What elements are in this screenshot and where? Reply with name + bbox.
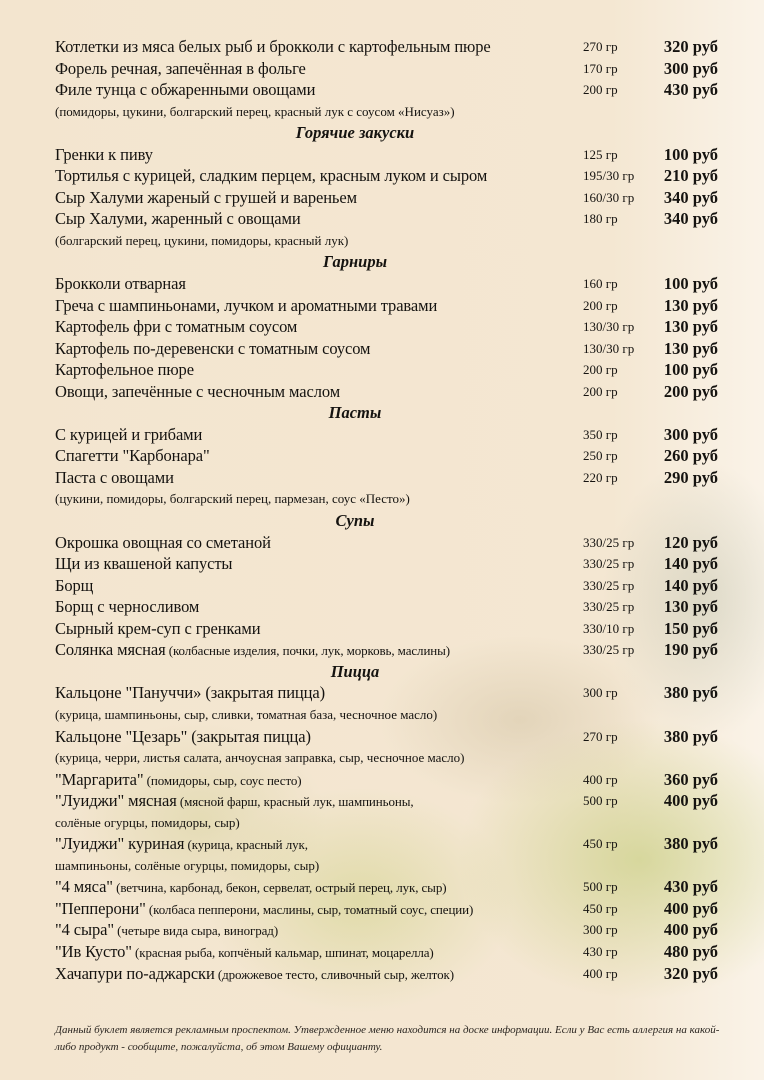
item-price: 300 руб [663,424,718,444]
item-name: "Луиджи" куриная [55,834,185,854]
section-heading: Пицца [330,661,380,681]
item-price: 340 руб [663,209,718,229]
item-name-block [55,963,454,986]
item-name-block [55,144,153,166]
item-weight: 330/25 гр [583,577,635,593]
item-name: "Маргарита" [55,769,144,789]
item-weight: 200 гр [583,297,618,313]
item-ingredients: (курица, черри, листья салата, анчоусная заправка, сыр, чесночное масло) [55,750,465,766]
item-price: 130 руб [663,295,718,315]
item-weight: 200 гр [583,383,618,399]
item-weight: 330/25 гр [583,642,635,658]
item-price: 340 руб [663,187,718,207]
item-name: Картофель фри с томатным соусом [55,317,298,337]
menu-item [55,639,725,661]
item-weight: 430 гр [583,943,618,959]
item-ingredients: (болгарский перец, цукини, помидоры, красный лук) [55,232,349,248]
item-name: Борщ [55,575,94,595]
item-name: Овощи, запечённые с чесночным маслом [55,381,341,401]
item-name: Филе тунца с обжаренными овощами [55,80,316,100]
item-price: 260 руб [663,446,718,466]
item-name: Сыр Халуми жареный с грушей и вареньем [55,187,357,207]
item-price: 140 руб [663,575,718,595]
menu-item [55,79,725,101]
item-weight: 130/30 гр [583,319,635,335]
item-weight: 330/25 гр [583,556,635,572]
item-ingredients: (колбаса пепперони, маслины, сыр, томатный соус, специи) [145,901,474,917]
item-name-block [55,338,370,360]
item-name-block [55,316,297,338]
item-ingredients: (курица, красный лук, [184,837,308,853]
item-ingredients: (помидоры, сыр, соус песто) [143,772,302,788]
item-ingredients: шампиньоны, солёные огурцы, помидоры, сыр) [55,857,320,873]
item-name-block [55,359,194,381]
item-price: 130 руб [663,338,718,358]
item-price: 150 руб [663,618,718,638]
item-weight: 500 гр [583,879,618,895]
menu-item [55,467,725,489]
item-weight: 300 гр [583,685,618,701]
item-price: 380 руб [663,683,718,703]
item-name: Картофель по-деревенски с томатным соусом [55,338,371,358]
item-name-block [55,919,278,942]
item-name: Тортилья с курицей, сладким перцем, красным луком и сыром [55,166,488,186]
item-weight: 180 гр [583,211,618,227]
item-name-block [55,726,311,748]
item-name: "Луиджи" мясная [55,791,177,811]
menu-item [55,58,725,80]
item-price: 430 руб [663,877,718,897]
item-weight: 130/30 гр [583,340,635,356]
item-weight: 330/25 гр [583,534,635,550]
item-weight: 160/30 гр [583,189,635,205]
item-price: 190 руб [663,640,718,660]
item-price: 120 руб [663,532,718,552]
item-ingredients: (дрожжевое тесто, сливочный сыр, желток) [214,966,454,982]
item-weight: 500 гр [583,793,618,809]
menu-item-description-line [55,230,725,252]
item-weight: 450 гр [583,836,618,852]
item-price: 360 руб [663,769,718,789]
menu-item [55,898,725,920]
menu-item [55,165,725,187]
menu-item [55,144,725,166]
item-weight: 195/30 гр [583,168,635,184]
item-name: Брокколи отварная [55,274,186,294]
menu-item [55,445,725,467]
item-weight: 270 гр [583,728,618,744]
item-name-block [55,941,434,964]
item-ingredients: (ветчина, карбонад, бекон, сервелат, острый перец, лук, сыр) [112,880,447,896]
item-price: 400 руб [663,898,718,918]
item-weight: 125 гр [583,146,618,162]
item-weight: 450 гр [583,900,618,916]
item-weight: 250 гр [583,448,618,464]
item-name-block [55,424,202,446]
menu-item-description-line [55,101,725,123]
item-ingredients: (курица, шампиньоны, сыр, сливки, томатная база, чесночное масло) [55,706,438,722]
item-price: 380 руб [663,726,718,746]
item-price: 100 руб [663,274,718,294]
menu-item [55,553,725,575]
menu-item [55,726,725,748]
item-weight: 330/25 гр [583,599,635,615]
item-name: Сырный крем-суп с гренками [55,618,261,638]
menu-item [55,359,725,381]
item-name-block [55,596,199,618]
item-price: 300 руб [663,58,718,78]
item-name: Борщ с черносливом [55,597,200,617]
item-price: 480 руб [663,941,718,961]
item-ingredients: солёные огурцы, помидоры, сыр) [55,814,240,830]
item-name-block [55,187,357,209]
item-ingredients: (помидоры, цукини, болгарский перец, красный лук с соусом «Нисуаз») [55,103,455,119]
item-name-block [55,273,186,295]
item-name-block [55,769,302,792]
item-name-block [55,295,437,317]
menu-item [55,769,725,791]
item-name: Кальцоне "Пануччи» (закрытая пицца) [55,683,326,703]
item-ingredients: (мясной фарш, красный лук, шампиньоны, [176,794,414,810]
item-name-block [55,575,93,597]
menu-item [55,295,725,317]
item-name: "Пепперони" [55,898,146,918]
item-name-block [55,381,340,403]
item-name-block [55,553,232,575]
disclaimer-footer: Данный буклет является рекламным проспектом. Утвержденное меню находится на доске информации. Если у Вас есть аллергия на какой-либо продукт - сообщите, пожалуйста, об этом Вашему официанту. [55,1024,720,1053]
item-ingredients: (четыре вида сыра, виноград) [114,923,279,939]
item-weight: 300 гр [583,922,618,938]
item-name-block [55,58,306,80]
menu-item-description-line [55,812,725,834]
menu-item [55,338,725,360]
menu-item [55,941,725,963]
menu-item [55,919,725,941]
item-price: 200 руб [663,381,718,401]
menu-item [55,532,725,554]
menu-item-description-line [55,747,725,769]
item-name-block [55,790,414,813]
item-price: 380 руб [663,834,718,854]
item-name-block [55,467,174,489]
section-heading: Пасты [328,403,382,423]
item-price: 100 руб [663,360,718,380]
menu-item [55,381,725,403]
menu-item [55,316,725,338]
item-name-block [55,36,491,58]
item-price: 320 руб [663,963,718,983]
item-name-block [55,445,210,467]
item-name: Картофельное пюре [55,360,194,380]
menu-item [55,424,725,446]
menu-item [55,596,725,618]
item-name: С курицей и грибами [55,424,203,444]
menu-item [55,208,725,230]
menu-item [55,790,725,812]
item-name-block [55,532,271,554]
item-price: 400 руб [663,920,718,940]
item-price: 320 руб [663,37,718,56]
menu-item [55,273,725,295]
item-name: Котлетки из мяса белых рыб и брокколи с картофельным пюре [55,37,491,56]
item-name: Греча с шампиньонами, лучком и ароматными травами [55,295,438,315]
item-price: 210 руб [663,166,718,186]
menu-item-description-line [55,855,725,877]
item-name: Спагетти "Карбонара" [55,446,210,466]
menu-item [55,833,725,855]
item-weight: 270 гр [583,39,618,54]
item-name-block [55,898,473,921]
item-name-block [55,833,308,856]
item-weight: 400 гр [583,771,618,787]
section-heading: Гарниры [322,252,388,272]
item-name: "4 сыра" [55,920,115,940]
item-name-block [55,208,301,230]
item-name: Форель речная, запечённая в фольге [55,58,306,78]
menu-item [55,876,725,898]
item-price: 100 руб [663,144,718,164]
item-name: Сыр Халуми, жаренный с овощами [55,209,301,229]
item-name-block [55,639,450,662]
item-price: 400 руб [663,791,718,811]
menu-item [55,36,725,58]
item-price: 130 руб [663,317,718,337]
item-name-block [55,682,325,704]
item-name-block [55,618,260,640]
item-name-block [55,165,487,187]
item-price: 130 руб [663,597,718,617]
menu-item-description-line [55,704,725,726]
item-name: Паста с овощами [55,467,174,487]
item-price: 290 руб [663,467,718,487]
item-name: "4 мяса" [55,877,113,897]
item-weight: 200 гр [583,362,618,378]
item-name: Щи из квашеной капусты [55,554,233,574]
item-weight: 220 гр [583,469,618,485]
item-weight: 170 гр [583,60,618,76]
menu-item [55,575,725,597]
item-name: Хачапури по-аджарски [55,963,215,983]
item-weight: 400 гр [583,965,618,981]
item-ingredients: (красная рыба, копчёный кальмар, шпинат, моцарелла) [131,944,434,960]
menu-item [55,187,725,209]
item-ingredients: (колбасные изделия, почки, лук, морковь, маслины) [165,643,451,659]
item-name: Кальцоне "Цезарь" (закрытая пицца) [55,726,311,746]
item-price: 430 руб [663,80,718,100]
menu-list [55,36,725,984]
item-name: "Ив Кусто" [55,941,132,961]
menu-item [55,618,725,640]
section-heading: Супы [335,511,375,531]
item-name-block [55,876,446,899]
section-heading: Горячие закуски [295,123,415,143]
item-name: Солянка мясная [55,640,166,660]
item-price: 140 руб [663,554,718,574]
item-weight: 330/10 гр [583,620,635,636]
item-weight: 350 гр [583,426,618,442]
item-name: Гренки к пиву [55,144,153,164]
menu-item [55,963,725,985]
item-weight: 160 гр [583,276,618,292]
item-ingredients: (цукини, помидоры, болгарский перец, пармезан, соус «Песто») [55,491,410,507]
item-name-block [55,79,315,101]
menu-item [55,682,725,704]
item-weight: 200 гр [583,82,618,98]
menu-item-description-line [55,488,725,510]
item-name: Окрошка овощная со сметаной [55,532,271,552]
